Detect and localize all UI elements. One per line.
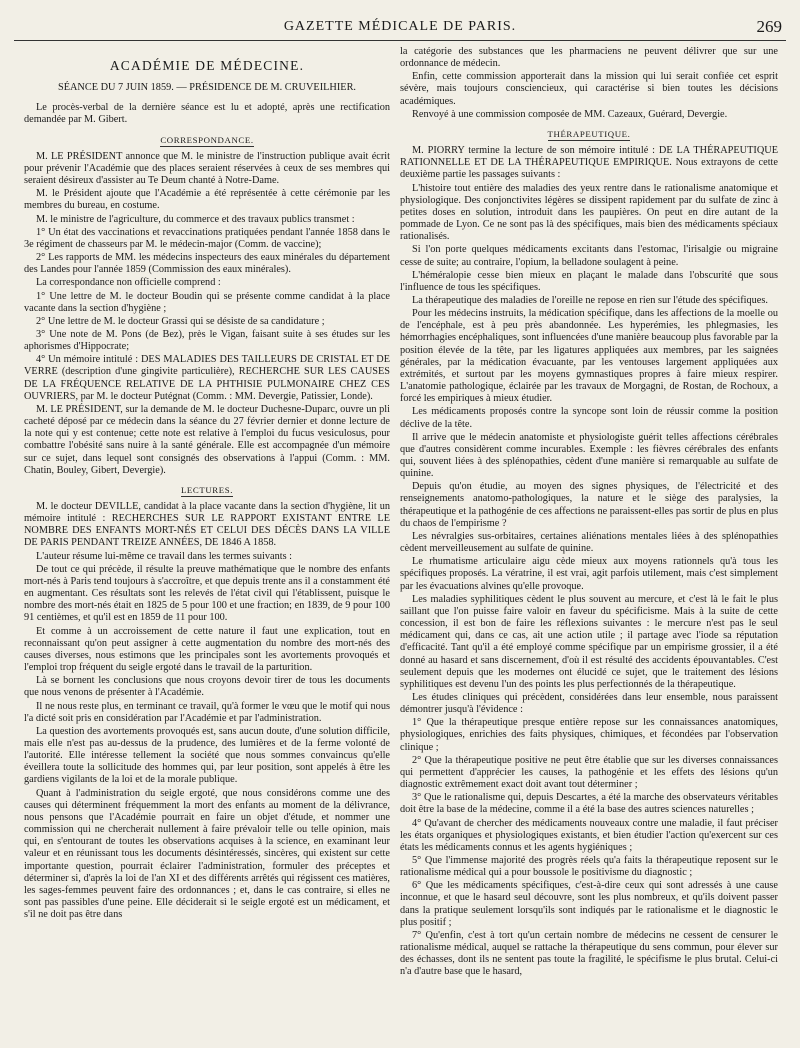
paragraph: Les médicaments proposés contre la syncope sont loin de réussir comme la position déclive de la tête. xyxy=(400,406,778,430)
paragraph: Et comme à un accroissement de cette nature il faut une explication, tout en reconnaissant qu'on peut assigner à cette augmentation du nombre des mort-nés des causes diverses, nous estimons que les principales sont les avortements provoqués et l'emploi trop fréquent du seigle ergoté dans le travail de la parturition. xyxy=(24,625,390,674)
lectures-heading-text: LECTURES. xyxy=(180,484,234,495)
paragraph: De tout ce qui précède, il résulte la preuve mathématique que le nombre des enfants mort-nés à Paris tend toujours à s'accroître, et que depuis trente ans il a constamment été en augmentant. Ces résultats sont les relevés de l'état civil qui l'établissent, puisque le nombre des mort-nés était en 1825 de 5 pour 100 et une fraction; en 1839, de 9 pour 100 91 centièmes, et qu'il est en 1859 de 11 pour 100. xyxy=(24,563,390,624)
paragraph: 2° Une lettre de M. le docteur Grassi qui se désiste de sa candidature ; xyxy=(36,315,325,327)
section-title: ACADÉMIE DE MÉDECINE. xyxy=(109,58,305,73)
paragraph: Il ne nous reste plus, en terminant ce travail, qu'à former le vœu que le motif qui nous l'a dicté soit pris en considération par l'Académie et par l'administration. xyxy=(24,700,390,724)
page-header xyxy=(14,14,786,41)
paragraph: 1° Une lettre de M. le docteur Boudin qui se présente comme candidat à la place vacante dans la section d'hygiène ; xyxy=(24,290,390,314)
paragraph: Si l'on porte quelques médicaments excitants dans l'estomac, l'irisalgie ou migraine cesse de suite; au contraire, l'opium, la belladone soulagent à peine. xyxy=(400,244,778,268)
therapeutique-body xyxy=(400,145,778,978)
paragraph: M. PIORRY termine la lecture de son mémoire intitulé : DE LA THÉRAPEUTIQUE RATIONNELLE ET DE LA THÉRAPEUTIQUE EMPIRIQUE. Nous extrayons de cette deuxième partie les passages suivants : xyxy=(400,145,778,181)
paragraph: L'héméralopie cesse bien mieux en plaçant le malade dans l'obscurité que sous l'influence de tous les spécifiques. xyxy=(400,269,778,293)
paragraph: Enfin, cette commission apporterait dans la mission qui lui serait confiée cet esprit sévère, mais toujours consciencieux, qui caractérise si bien toutes les décisions académiques. xyxy=(400,71,778,107)
paragraph: 2° Que la thérapeutique positive ne peut être établie que sur les diverses connaissances qui permettent d'apprécier les causes, la pathogénie et les effets des lésions qu'un diagnostic extrêmement exact doit avant tout déterminer ; xyxy=(400,754,778,791)
paragraph: la catégorie des substances que les pharmaciens ne peuvent délivrer que sur une ordonnance de médecin. xyxy=(400,46,778,70)
therapeutique-heading xyxy=(400,128,778,140)
paragraph: M. le docteur DEVILLE, candidat à la place vacante dans la section d'hygiène, lit un mémoire intitulé : RECHERCHES SUR LE RAPPORT EXISTANT ENTRE LE NOMBRE DES ENFANTS MORT-NÉS ET CELUI DES DÉCÈS DANS LA VILLE DE PARIS PENDANT TREIZE ANNÉES, DE 1846 A 1858. xyxy=(24,501,390,549)
page-number: 269 xyxy=(756,17,782,36)
paragraph: 1° Que la thérapeutique presque entière repose sur les connaissances anatomiques, physiologiques, enrichies des faits physiques, chimiques, et fécondées par l'observation clinique ; xyxy=(400,717,778,753)
paragraph: La question des avortements provoqués est, sans aucun doute, d'une solution difficile, mais elle n'est pas au-dessus de la prudence, des lumières et de la ferme volonté de l'autorité. Elle intéresse tellement la société que nous sommes convaincus qu'elle éveillera toute la sollicitude des hommes qui, par leur position, sont appelés à être les gardiens vigilants de la loi et de la morale publique. xyxy=(24,725,390,786)
paragraph: La correspondance non officielle comprend : xyxy=(36,277,221,289)
paragraph: Les névralgies sus-orbitaires, certaines aliénations mentales liées à des splénopathies cèdent merveilleusement au sulfate de quinine. xyxy=(400,530,778,555)
paragraph: 3° Que le rationalisme qui, depuis Descartes, a été la marche des observateurs véritables doit être la base de la médecine, comme il a été la base des autres sciences naturelles ; xyxy=(400,792,778,816)
paragraph: Depuis qu'on étudie, au moyen des signes physiques, de l'électricité et des renseignements anatomo-pathologiques, la nature et le siège des paralysies, la thérapeutique et la pathogénie de ces affections ne paraissent-elles pas sortir de plus en plus du chaos de l'empirisme ? xyxy=(400,481,778,529)
running-title: GAZETTE MÉDICALE DE PARIS. xyxy=(283,19,517,34)
left-column xyxy=(24,46,390,1042)
paragraph: M. LE PRÉSIDENT annonce que M. le ministre de l'instruction publique avait écrit pour prévenir l'Académie que des places seraient réservées à ceux de ses membres qui seraient désireux d'assister au Te Deum chanté à Notre-Dame. xyxy=(24,150,390,187)
intro-paragraph: Le procès-verbal de la dernière séance est lu et adopté, après une rectification demandée par M. Gibert. xyxy=(24,102,390,126)
paragraph: 1° Un état des vaccinations et revaccinations pratiquées pendant l'année 1858 dans le 3e régiment de chasseurs par M. le médecin-major (Comm. de vaccine); xyxy=(24,226,390,250)
paragraph: 5° Que l'immense majorité des progrès réels qu'a faits la thérapeutique reposent sur le rationalisme médical qui a pour boussole le positivisme du diagnostic ; xyxy=(400,855,778,879)
paragraph: Pour les médecins instruits, la médication spécifique, dans les affections de la moelle ou de l'encéphale, est à peu près abandonnée. Les hyperémies, les phlegmasies, les hémorrhagies encéphaliques, sont influencées d'une manière beaucoup plus favorable par la position élevée de la tête, par les ligatures appliquées aux membres, par les saignées générales, par la médication évacuante, par les ventouses largement appliquées aux extrémités, et surtout par les moyens gymnastiques propres à faire mieux respirer. L'anatomie pathologique, éclairée par les travaux de Morgagni, de Rostan, de Rochoux, a forcé les empiriques à mieux étudier. xyxy=(400,308,778,405)
correspondance-heading xyxy=(24,134,390,146)
paragraph: L'histoire tout entière des maladies des yeux rentre dans le rationalisme anatomique et physiologique. Des conjonctivites légères se dissipent rapidement par du sulfate de zinc à petites doses en solution, introduit dans les paupières. On peut en dire autant de la pommade de Lyon. Ce ne sont pas là des spécifiques, mais bien des médicaments spéciaux rationalisés. xyxy=(400,182,778,243)
lectures-body xyxy=(24,501,390,921)
therapeutique-heading-text: THÉRAPEUTIQUE. xyxy=(547,128,631,139)
paragraph: Il arrive que le médecin anatomiste et physiologiste guérit telles affections cérébrales que d'autres considèrent comme incurables. Exemple : les fièvres cérébrales des enfants qui, souvent liées à des splénopathies, cèdent d'une manière si remarquable au sulfate de quinine. xyxy=(400,431,778,480)
lectures-heading xyxy=(24,484,390,496)
paragraph: 4° Un mémoire intitulé : DES MALADIES DES TAILLEURS DE CRISTAL ET DE VERRE (description d'une gingivite particulière), RECHERCHE SUR LES CAUSES DE LA FRÉQUENCE RELATIVE DE LA PHTHISIE PULMONAIRE CHEZ CES OUVRIERS, par M. le docteur Putégnat (Comm. : MM. Devergie, Patissier, Londe). xyxy=(24,354,390,402)
paragraph: Quant à l'administration du seigle ergoté, que nous considérons comme une des causes qui déterminent fréquemment la mort des enfants au moment de la délivrance, nous pensons que l'Académie pourrait en faire un objet d'étude, et nommer une commission qui ne chercherait nullement à faire prévaloir telle ou telle opinion, mais qui, en s'entourant de toutes les observations acquises à la science, en examinant leur valeur et en réunissant tous les documents désintéressés, sincères, qui existent sur cette importante question, pourrait éclairer l'administration, formuler des préceptes et déterminer si, d'après la loi de l'an XI et des différents arrêtés qui régissent ces matières, les sages-femmes peuvent faire des ordonnances ; et, dans le cas contraire, si elles ne sont pas passibles d'une peine. Elle déciderait si le seigle ergoté est un médicament, et s'il ne doit pas être dans xyxy=(24,787,390,921)
session-line: SÉANCE DU 7 JUIN 1859. — PRÉSIDENCE DE M. CRUVEILHIER. xyxy=(57,82,357,94)
paragraph: M. LE PRÉSIDENT, sur la demande de M. le docteur Duchesne-Duparc, ouvre un pli cacheté déposé par ce médecin dans la séance du 27 février dernier et donne lecture de la note qui y est contenue; cette note est relative à l'emploi du fucus vesiculosus, pour combattre l'obésité sans nuire à la santé générale. Elle est accompagnée d'un mémoire sur ce sujet, dans lequel sont consignés des observations à l'appui (Comm. : MM. Chatin, Bouley, Gibert, Devergie). xyxy=(24,403,390,476)
paragraph: Renvoyé à une commission composée de MM. Cazeaux, Guérard, Devergie. xyxy=(412,108,728,120)
paragraph: 6° Que les médicaments spécifiques, c'est-à-dire ceux qui sont adressés à une cause inconnue, et que le hasard seul découvre, sont les plus nombreux, et qu'ils doivent passer dans la pratique seulement lorsqu'ils sont indiqués par le rationalisme et le diagnostic le plus positif ; xyxy=(400,880,778,928)
correspondance-heading-text: CORRESPONDANCE. xyxy=(160,134,254,145)
paragraph: M. le Président ajoute que l'Académie a été représentée à cette cérémonie par les membres du bureau, en costume. xyxy=(24,188,390,212)
paragraph: La thérapeutique des maladies de l'oreille ne repose en rien sur l'étude des spécifiques. xyxy=(412,294,768,306)
continuation-body xyxy=(400,46,778,121)
paragraph: L'auteur résume lui-même ce travail dans les termes suivants : xyxy=(36,550,293,562)
paragraph: Les maladies syphilitiques cèdent le plus souvent au mercure, et c'est là le fait le plus saillant que l'on puisse faire valoir en faveur du spécificisme. Mais à la suite de cette concession, il est bon de faire les réflexions suivantes : le mercure n'est pas le seul médicament qui, dans ce cas, ait une action utile ; il partage avec l'iode sa réputation d'efficacité. Tant qu'il a été employé comme spécifique par un empirisme grossier, il a été donné au hasard et sans discernement, d'où il est résulté des accidents épouvantables. C'est seulement depuis que les modernes ont élucidé ce sujet, que le traitement des lésions syphilitiques est devenu l'un des points les plus perfectionnés de la thérapeutique. xyxy=(400,593,778,690)
paragraph: 4° Qu'avant de chercher des médicaments nouveaux contre une maladie, il faut préciser les états organiques et physiologiques existants, et bien étudier l'action qu'exercent sur ces états les médicaments connus et les agents hygiéniques ; xyxy=(400,817,778,853)
correspondance-body xyxy=(24,151,390,477)
paragraph: Les études cliniques qui précèdent, considérées dans leur ensemble, nous paraissent démontrer jusqu'à l'évidence : xyxy=(400,691,778,716)
paragraph: M. le ministre de l'agriculture, du commerce et des travaux publics transmet : xyxy=(36,213,355,225)
paragraph: 2° Les rapports de MM. les médecins inspecteurs des eaux minérales du département des Landes pour l'année 1859 (Commission des eaux minérales). xyxy=(24,252,390,276)
right-column xyxy=(400,46,778,1042)
paragraph: 7° Qu'enfin, c'est à tort qu'un certain nombre de médecins ne cessent de censurer le rationalisme médical, auquel se rattache la thérapeutique du sens commun, pour élever sur des échasses, dont ils ne sentent pas toute la fragilité, le spécifisme le plus brutal. Celui-ci n'a d'autre base que le hasard, xyxy=(400,929,778,978)
paragraph: Là se bornent les conclusions que nous croyons devoir tirer de tous les documents que nous venons de présenter à l'Académie. xyxy=(24,675,390,699)
paragraph: Le rhumatisme articulaire aigu cède mieux aux moyens rationnels qu'à tous les spécifiques proposés. La vératrine, il est vrai, agit parfois utilement, mais c'est simplement par les évacuations alvines qu'elle provoque. xyxy=(400,556,778,592)
paragraph: 3° Une note de M. Pons (de Bez), près le Vigan, faisant suite à ses études sur les aphorismes d'Hippocrate; xyxy=(24,328,390,353)
